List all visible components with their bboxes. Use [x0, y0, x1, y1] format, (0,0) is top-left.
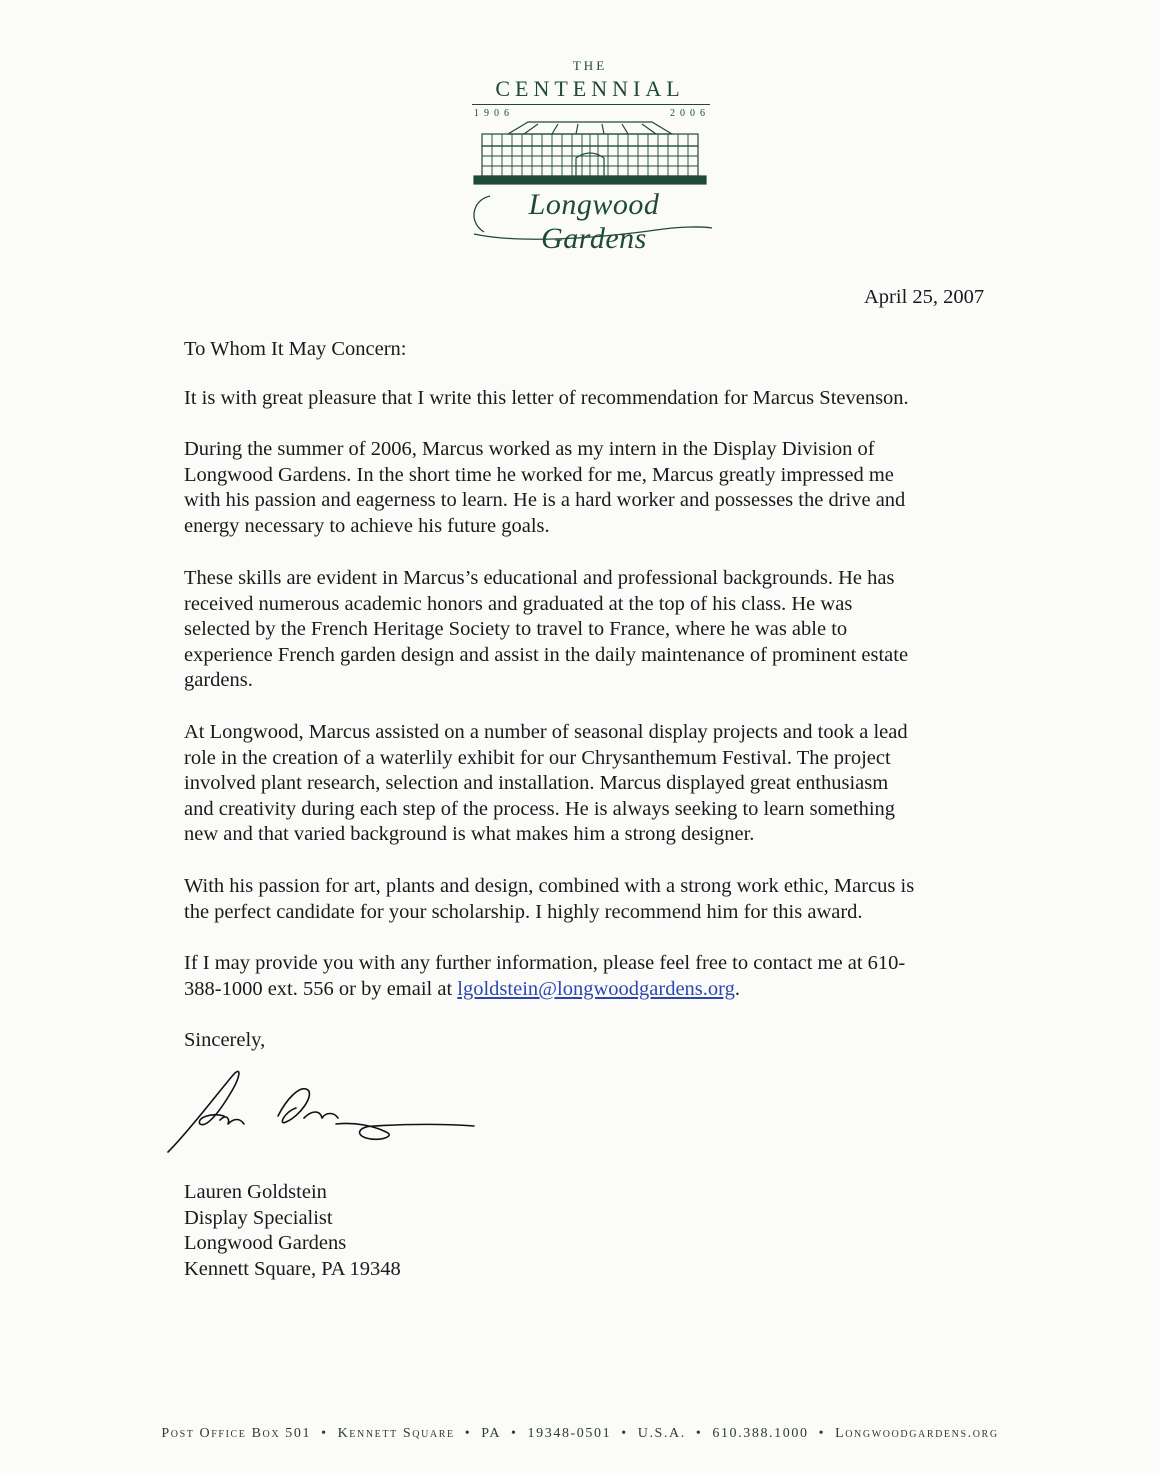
letterhead-logo — [460, 52, 720, 255]
footer-phone: 610.388.1000 — [712, 1426, 809, 1441]
footer-zip: 19348-0501 — [527, 1426, 612, 1441]
letter-date: April 25, 2007 — [864, 286, 985, 308]
paragraph-projects: At Longwood, Marcus assisted on a number of seasonal display projects and took a lead role in the creation of a waterlily exhibit for our Chrysanthemum Festival. The project involved plant research, selection and installation. Marcus displayed great enthusiasm and creativity during each step of the process. He is always seeking to learn something new and that varied background is what makes him a strong designer. — [184, 721, 908, 846]
footer-separator: • — [321, 1426, 328, 1441]
salutation: To Whom It May Concern: — [184, 338, 407, 360]
footer-country: U.S.A. — [637, 1426, 686, 1441]
paragraph-recommendation: With his passion for art, plants and design, combined with a strong work ethic, Marcus is the perfect candidate for your scholarship. I highly recommend him for this award. — [184, 875, 915, 923]
contact-text-end: . — [734, 977, 740, 1000]
footer-po-box: Post Office Box 501 — [161, 1426, 312, 1441]
email-link[interactable]: lgoldstein@longwoodgardens.org — [457, 977, 735, 1000]
signer-name: Lauren Goldstein — [184, 1181, 327, 1203]
signer-organization: Longwood Gardens — [184, 1232, 347, 1255]
letterhead-year-start: 1906 — [474, 108, 514, 119]
letterhead-the: THE — [572, 58, 608, 73]
letterhead-script-name: Longwood Gardens — [528, 188, 660, 255]
footer-separator: • — [464, 1426, 472, 1441]
signer-address: Kennett Square, PA 19348 — [184, 1257, 401, 1280]
contact-text: If I may provide you with any further information, please feel free to contact me at 610- 388-1000 ext. 556 or by email at — [184, 952, 906, 1000]
footer-separator: • — [511, 1426, 518, 1441]
letterhead-rule — [472, 104, 710, 105]
conservatory-building-icon — [468, 112, 712, 188]
paragraph-contact — [184, 951, 996, 1002]
footer-address-line — [0, 1426, 1160, 1442]
footer-separator: • — [621, 1426, 628, 1441]
letterhead-year-end: 2006 — [670, 108, 710, 119]
paragraph-background: These skills are evident in Marcus’s educational and professional backgrounds. He has received numerous academic honors and graduated at the top of his class. He was selected by the French Heritage Society to travel to France, where he was able to experience French garden design and assist in the daily maintenance of prominent estate gardens. — [184, 567, 909, 692]
closing: Sincerely, — [184, 1029, 266, 1051]
signature-block — [184, 1180, 401, 1282]
footer-state: PA — [481, 1426, 502, 1441]
footer-city: Kennett Square — [337, 1426, 455, 1441]
footer-separator: • — [695, 1426, 703, 1441]
footer-website: Longwoodgardens.org — [835, 1426, 999, 1441]
handwritten-signature — [160, 1060, 480, 1170]
letterhead-centennial: CENTENNIAL — [495, 76, 685, 101]
signer-title: Display Specialist — [184, 1206, 333, 1229]
paragraph-introduction: It is with great pleasure that I write this letter of recommendation for Marcus Stevenson. — [184, 387, 909, 409]
footer-separator: • — [818, 1426, 826, 1441]
paragraph-internship: During the summer of 2006, Marcus worked as my intern in the Display Division of Longwood Gardens. In the short time he worked for me, Marcus greatly impressed me with his passion and eagerness to learn. He is a hard worker and possesses the drive and energy necessary to achieve his future goals. — [184, 438, 906, 537]
